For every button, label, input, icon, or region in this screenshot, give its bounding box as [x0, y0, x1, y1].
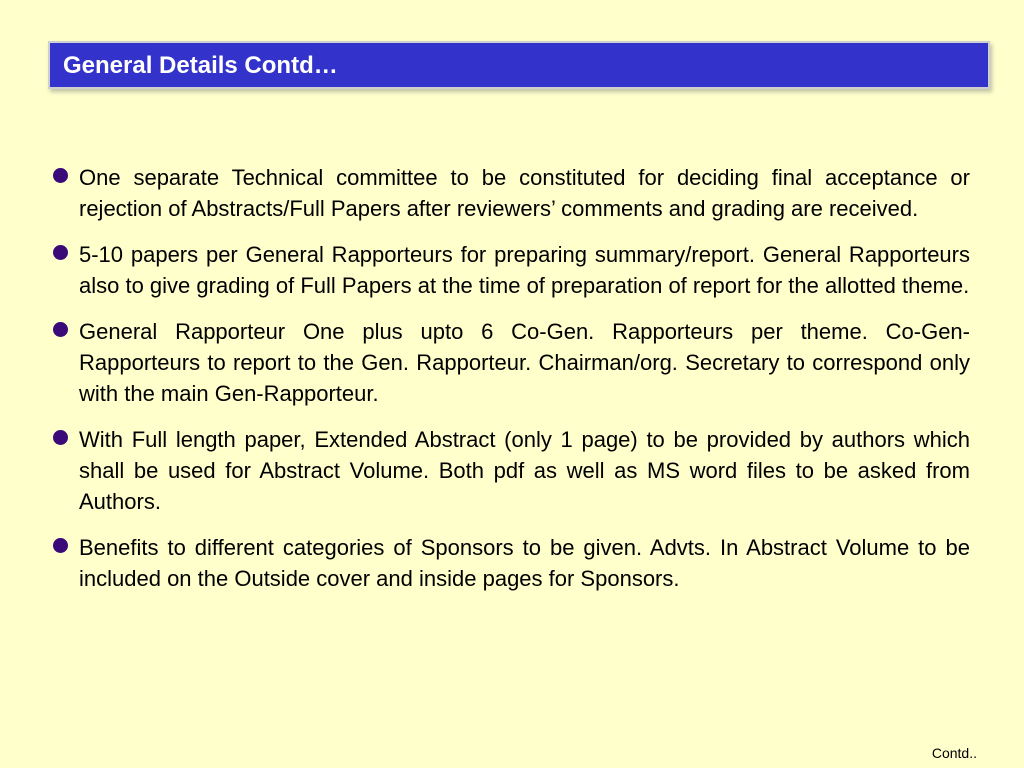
- bullet-text: With Full length paper, Extended Abstract (only 1 page) to be provided by authors which shall be used for Abstract Volume. Both pdf as well as MS word files to be asked from Authors.: [79, 427, 970, 514]
- slide-title: General Details Contd…: [63, 52, 338, 79]
- list-item: [52, 424, 970, 517]
- list-item: [52, 532, 970, 594]
- bullet-dot-icon: [53, 168, 68, 183]
- bullet-text: One separate Technical committee to be constituted for deciding final acceptance or rejection of Abstracts/Full Papers after reviewers’ comments and grading are received.: [79, 165, 970, 221]
- bullet-dot-icon: [53, 322, 68, 337]
- list-item: [52, 316, 970, 409]
- bullet-dot-icon: [53, 430, 68, 445]
- bullet-text: 5-10 papers per General Rapporteurs for preparing summary/report. General Rapporteurs also to give grading of Full Papers at the time of preparation of report for the allotted theme.: [79, 242, 970, 298]
- bullet-dot-icon: [53, 538, 68, 553]
- title-bar: [48, 41, 990, 89]
- bullet-dot-icon: [53, 245, 68, 260]
- contd-footer: Contd..: [931, 745, 977, 761]
- bullet-text: Benefits to different categories of Sponsors to be given. Advts. In Abstract Volume to be included on the Outside cover and inside pages for Sponsors.: [79, 535, 970, 591]
- bullet-text: General Rapporteur One plus upto 6 Co-Gen. Rapporteurs per theme. Co-Gen-Rapporteurs to report to the Gen. Rapporteur. Chairman/org. Secretary to correspond only with the main Gen-Rapporteur.: [79, 319, 970, 406]
- bullet-list: [52, 162, 970, 609]
- list-item: [52, 162, 970, 224]
- list-item: [52, 239, 970, 301]
